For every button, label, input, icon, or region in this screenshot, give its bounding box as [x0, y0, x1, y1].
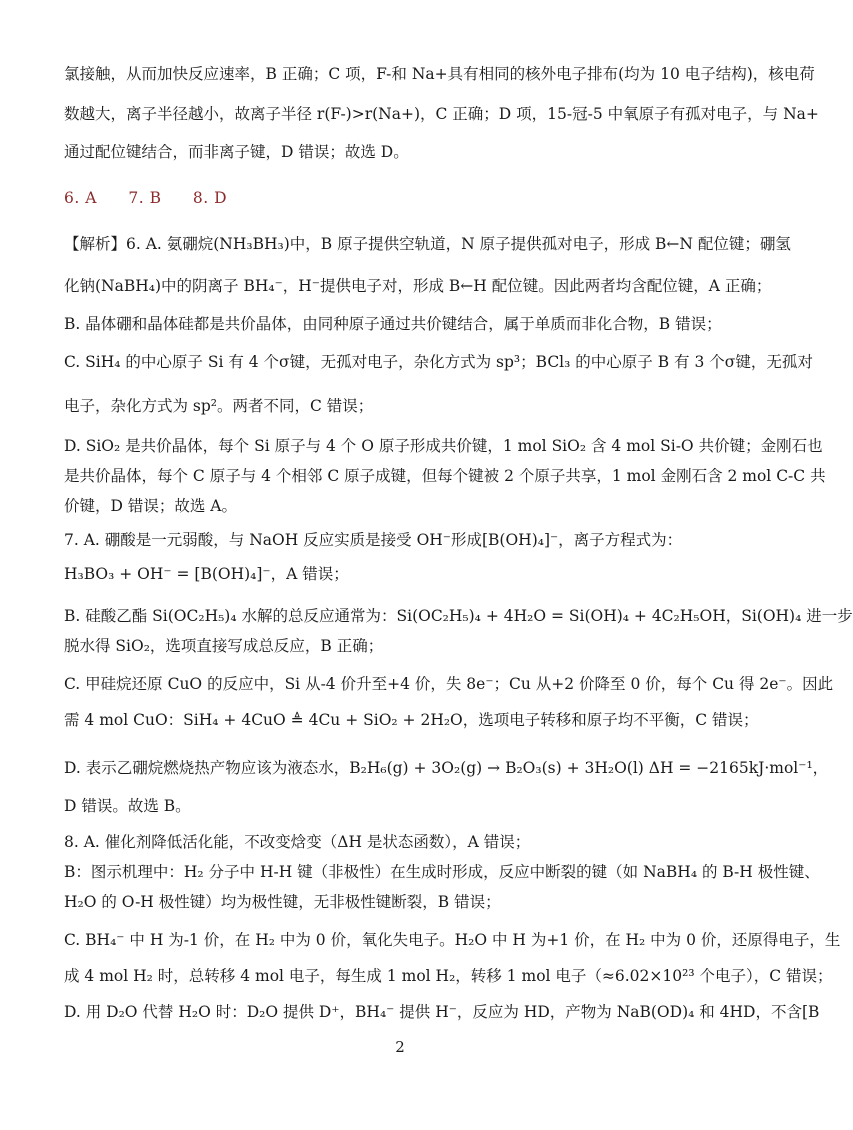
answer-key	[64, 186, 740, 210]
intro-line-1: 氯接触，从而加快反应速率，B 正确；C 项，F-和 Na+具有相同的核外电子排布(均为 10 电子结构)，核电荷	[64, 65, 815, 83]
q7-line-3: B. 硅酸乙酯 Si(OC₂H₅)₄ 水解的总反应通常为：Si(OC₂H₅)₄ + 4H₂O = Si(OH)₄ + 4C₂H₅OH，Si(OH)₄ 进一步	[64, 607, 853, 625]
intro-line-3: 通过配位键结合，而非离子键，D 错误；故选 D。	[64, 143, 409, 161]
q6-line-5: 电子，杂化方式为 sp²。两者不同，C 错误；	[64, 397, 374, 415]
q7-line-6: 需 4 mol CuO：SiH₄ + 4CuO ≜ 4Cu + SiO₂ + 2H₂O，选项电子转移和原子均不平衡，C 错误；	[64, 711, 759, 729]
q7-line-2: H₃BO₃ + OH⁻ = [B(OH)₄]⁻，A 错误；	[64, 565, 349, 583]
answer-8: 8. D	[192, 189, 228, 207]
q6-line-3: B. 晶体硼和晶体硅都是共价晶体，由同种原子通过共价键结合，属于单质而非化合物，B 错误；	[64, 315, 722, 333]
q8-line-1: 8. A. 催化剂降低活化能，不改变焓变（ΔH 是状态函数），A 错误；	[64, 833, 531, 851]
q6-line-8: 价键，D 错误；故选 A。	[64, 497, 237, 515]
q8-line-5: 成 4 mol H₂ 时，总转移 4 mol 电子，每生成 1 mol H₂，转移 1 mol 电子（≈6.02×10²³ 个电子），C 错误；	[64, 967, 833, 985]
q8-line-2: B：图示机理中：H₂ 分子中 H-H 键（非极性）在生成时形成，反应中断裂的键（如 NaBH₄ 的 B-H 极性键、	[64, 863, 820, 881]
q6-line-1: 【解析】6. A. 氨硼烷(NH₃BH₃)中，B 原子提供空轨道，N 原子提供孤对电子，形成 B←N 配位键；硼氢	[64, 235, 791, 253]
q8-line-6: D. 用 D₂O 代替 H₂O 时：D₂O 提供 D⁺，BH₄⁻ 提供 H⁻，反应为 HD，产物为 NaB(OD)₄ 和 4HD，不含[B	[64, 1003, 820, 1021]
q6-line-2: 化钠(NaBH₄)中的阴离子 BH₄⁻，H⁻提供电子对，形成 B←H 配位键。因此两者均含配位键，A 正确；	[64, 277, 772, 295]
answer-6: 6. A	[64, 189, 97, 207]
q7-line-4: 脱水得 SiO₂，选项直接写成总反应，B 正确；	[64, 637, 384, 655]
q8-line-4: C. BH₄⁻ 中 H 为-1 价，在 H₂ 中为 0 价，氧化失电子。H₂O 中 H 为+1 价，在 H₂ 中为 0 价，还原得电子，生	[64, 931, 841, 949]
q7-line-1: 7. A. 硼酸是一元弱酸，与 NaOH 反应实质是接受 OH⁻形成[B(OH)₄]⁻，离子方程式为：	[64, 531, 683, 549]
q6-line-6: D. SiO₂ 是共价晶体，每个 Si 原子与 4 个 O 原子形成共价键，1 mol SiO₂ 含 4 mol Si-O 共价键；金刚石也	[64, 437, 823, 455]
page-number: 2	[395, 1038, 405, 1056]
q8-line-3: H₂O 的 O-H 极性键）均为极性键，无非极性键断裂，B 错误；	[64, 893, 501, 911]
q7-line-7: D. 表示乙硼烷燃烧热产物应该为液态水，B₂H₆(g) + 3O₂(g) → B₂O₃(s) + 3H₂O(l) ΔH = −2165kJ·mol⁻¹，	[64, 759, 829, 777]
intro-line-2: 数越大，离子半径越小，故离子半径 r(F-)>r(Na+)，C 正确；D 项，15-冠-5 中氧原子有孤对电子，与 Na+	[64, 105, 819, 123]
q6-line-7: 是共价晶体，每个 C 原子与 4 个相邻 C 原子成键，但每个键被 2 个原子共享，1 mol 金刚石含 2 mol C-C 共	[64, 467, 826, 485]
q6-line-4: C. SiH₄ 的中心原子 Si 有 4 个σ键，无孤对电子，杂化方式为 sp³；BCl₃ 的中心原子 B 有 3 个σ键，无孤对	[64, 353, 813, 371]
answer-7: 7. B	[128, 189, 162, 207]
q7-line-5: C. 甲硅烷还原 CuO 的反应中，Si 从-4 价升至+4 价，失 8e⁻；Cu 从+2 价降至 0 价，每个 Cu 得 2e⁻。因此	[64, 675, 834, 693]
q7-line-8: D 错误。故选 B。	[64, 797, 191, 815]
